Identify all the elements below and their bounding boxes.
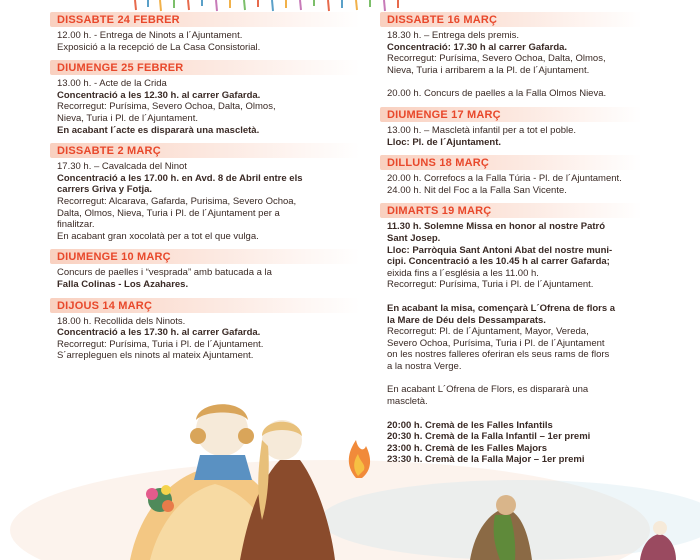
day-header: DIJOUS 14 MARÇ: [50, 298, 360, 313]
day-header: DIUMENGE 25 FEBRER: [50, 60, 360, 75]
event-line: 13.00 h. - Acte de la Crida: [57, 78, 167, 90]
event-line: En acabant L´Ofrena de Flors, es dispararà una: [387, 384, 589, 396]
event-line: Recorregut: Purísima, Turia i Pl. de l´Ajuntament.: [387, 279, 594, 291]
event-line: Dalta, Olmos, Nieva, Turia i Pl. de l´Ajuntament per a: [57, 207, 280, 219]
event-day-dijous-14: [50, 298, 360, 362]
crema-line: 23:30 h. Cremà de la Falla Major – 1er premi: [387, 454, 585, 466]
event-line: cipi. Concentració a les 10.45 h al carrer Gafarda;: [387, 256, 610, 268]
day-header: DIUMENGE 10 MARÇ: [50, 249, 360, 264]
crema-line: 23:00 h. Cremà de les Falles Majors: [387, 442, 547, 454]
event-line: Concentració: 17.30 h al carrer Gafarda.: [387, 41, 568, 53]
event-line: Exposició a la recepció de La Casa Consistorial.: [57, 41, 261, 53]
event-line: Recorregut: Purísima, Severo Ochoa, Dalta, Olmos,: [387, 53, 606, 65]
day-header: DISSABTE 24 FEBRER: [50, 12, 360, 27]
event-day-dilluns-18: [380, 155, 642, 196]
event-line: on les nostres falleres oferiran els seus rams de flors: [387, 349, 610, 361]
event-line: Recorregut: Alcarava, Gafarda, Purisima, Severo Ochoa,: [57, 195, 297, 207]
event-line: 20.00 h. Concurs de paelles a la Falla Olmos Nieva.: [387, 88, 607, 100]
event-line: Lloc: Parròquia Sant Antoni Abat del nostre muni-: [387, 244, 613, 256]
event-line: 11.30 h. Solemne Missa en honor al nostre Patró: [387, 221, 606, 233]
day-header: DILLUNS 18 MARÇ: [380, 155, 642, 170]
event-line: S´arrepleguen els ninots al mateix Ajuntament.: [57, 350, 254, 362]
event-line: 18.00 h. Recollida dels Ninots.: [57, 315, 186, 327]
event-line: Concentració a les 17.30 h. al carrer Gafarda.: [57, 327, 261, 339]
event-line: 12.00 h. - Entrega de Ninots a l´Ajuntament.: [57, 30, 243, 41]
event-line: En acabant la misa, començarà L´Ofrena de flors a: [387, 302, 616, 314]
event-day-dissabte-16: [380, 12, 642, 100]
event-line: eixida fins a l´església a les 11.00 h.: [387, 267, 539, 279]
right-column: [380, 0, 642, 466]
event-line: En acabant l´acte es dispararà una mascletà.: [57, 124, 260, 136]
crema-line: 20:30 h. Cremà de la Falla Infantil – 1er premi: [387, 431, 591, 443]
event-line: Recorregut: Pl. de l´Ajuntament, Mayor, Vereda,: [387, 326, 589, 338]
event-line: Concentració a les 12.30 h. al carrer Gafarda.: [57, 89, 261, 101]
event-line: Concentració a les 17.00 h. en Avd. 8 de Abril entre els: [57, 172, 303, 184]
day-header: DISSABTE 16 MARÇ: [380, 12, 642, 27]
event-line: la Mare de Déu dels Dessamparats.: [387, 314, 546, 326]
event-line: Concurs de paelles i “vesprada” amb batucada a la: [57, 267, 272, 279]
event-line: 17.30 h. – Cavalcada del Ninot: [57, 161, 187, 173]
event-line: Nieva, Turia i arribarem a la Pl. de l´Ajuntament.: [387, 64, 590, 76]
day-header: DIMARTS 19 MARÇ: [380, 203, 642, 218]
event-line: Severo Ochoa, Purísima, Turia i Pl. de l´Ajuntament: [387, 337, 605, 349]
event-day-dissabte-24: [50, 12, 360, 53]
event-line: 24.00 h. Nit del Foc a la Falla San Vicente.: [387, 184, 567, 196]
event-day-dimarts-19: [380, 203, 642, 466]
event-day-diumenge-17: [380, 107, 642, 148]
day-header: DISSABTE 2 MARÇ: [50, 143, 360, 158]
event-line: Recorregut: Purísima, Severo Ochoa, Dalta, Olmos,: [57, 101, 276, 113]
left-column: [50, 0, 360, 362]
day-header: DIUMENGE 17 MARÇ: [380, 107, 642, 122]
event-line: Recorregut: Purísima, Turia i Pl. de l´Ajuntament.: [57, 338, 264, 350]
event-line: Sant Josep.: [387, 232, 441, 244]
event-line: Nieva, Turia i Pl. de l´Ajuntament.: [57, 112, 198, 124]
event-line: Falla Colinas - Los Azahares.: [57, 278, 189, 290]
event-line: mascletà.: [387, 396, 428, 408]
event-day-diumenge-10: [50, 249, 360, 290]
event-line: 20.00 h. Correfocs a la Falla Túria - Pl. de l´Ajuntament.: [387, 173, 622, 185]
event-line: 18.30 h. – Entrega dels premis.: [387, 30, 520, 41]
event-day-diumenge-25: [50, 60, 360, 136]
crema-line: 20:00 h. Cremà de les Falles Infantils: [387, 419, 553, 431]
event-day-dissabte-2: [50, 143, 360, 242]
event-line: finalitzar.: [57, 219, 95, 231]
event-line: En acabant gran xocolatà per a tot el que vulga.: [57, 230, 259, 242]
event-line: a la nostra Verge.: [387, 360, 462, 372]
event-line: carrers Griva y Fotja.: [57, 184, 153, 196]
flame-icon: [349, 440, 370, 478]
event-line: 13.00 h. – Mascletà infantil per a tot el poble.: [387, 124, 577, 136]
event-line: Lloc: Pl. de l´Ajuntament.: [387, 136, 502, 148]
